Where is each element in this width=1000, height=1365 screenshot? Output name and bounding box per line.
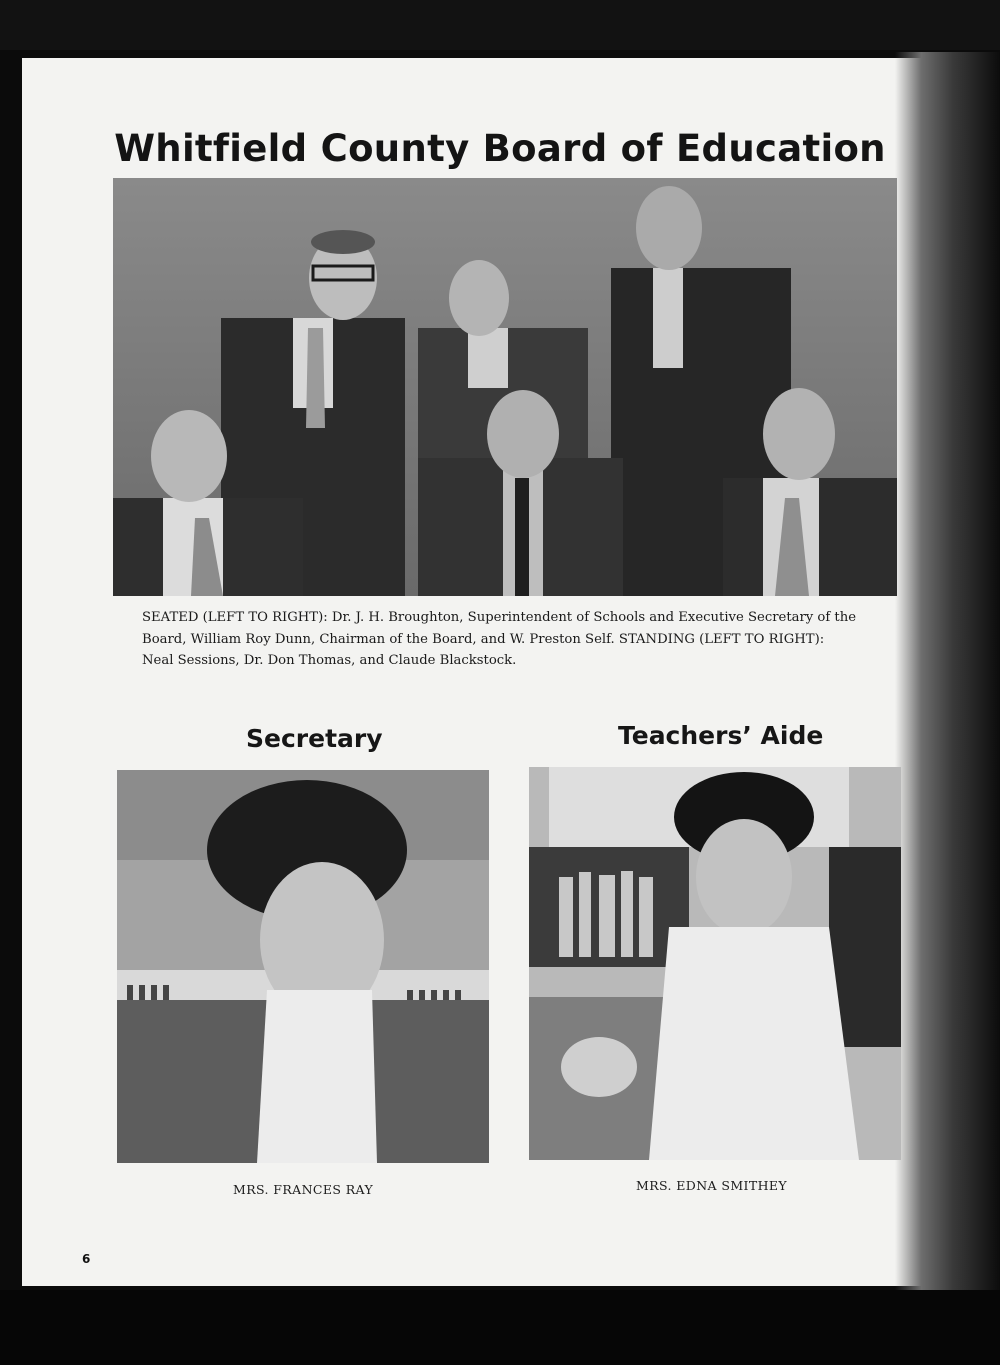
page-title: Whitfield County Board of Education (114, 127, 886, 170)
secretary-heading: Secretary (246, 724, 383, 753)
teachers-aide-photo (529, 767, 901, 1160)
caption-line: Board, William Roy Dunn, Chairman of the Board, and W. Preston Self. STANDING (LEFT TO RIGHT): (142, 631, 825, 647)
scan-border-bottom (0, 1290, 1000, 1365)
caption-line: Neal Sessions, Dr. Don Thomas, and Claude Blackstock. (142, 653, 517, 668)
scan-border-top (0, 0, 1000, 50)
board-caption (142, 607, 882, 672)
caption-line: SEATED (LEFT TO RIGHT): Dr. J. H. Broughton, Superintendent of Schools and Executive Secretary of the (142, 610, 857, 625)
binding-shadow (895, 52, 1000, 1292)
page-number: 6 (82, 1252, 91, 1266)
secretary-photo (117, 770, 489, 1163)
board-group-photo (113, 178, 897, 596)
teachers-aide-name: MRS. EDNA SMITHEY (636, 1178, 788, 1193)
secretary-name: MRS. FRANCES RAY (233, 1182, 374, 1197)
teachers-aide-heading: Teachers’ Aide (618, 721, 824, 750)
